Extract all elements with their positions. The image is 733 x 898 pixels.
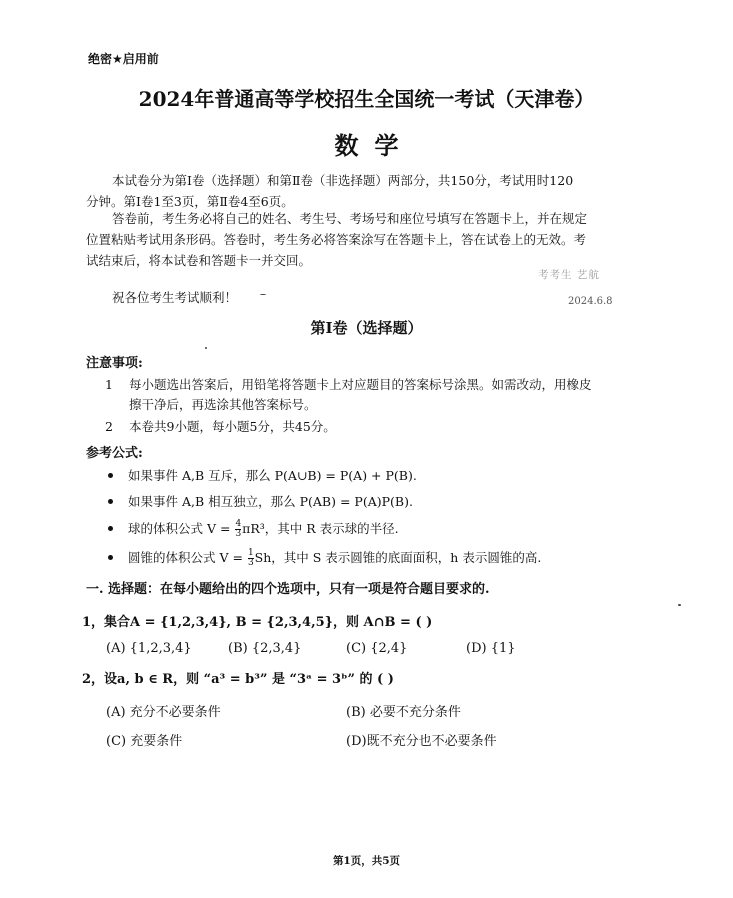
note-item-1-continued: 擦干净后，再选涂其他答案标号。 bbox=[129, 397, 317, 412]
formula-text: 如果事件 A,B 互斥，那么 P(A∪B) = P(A) + P(B). bbox=[128, 468, 417, 483]
page-footer: 第1页，共5页 bbox=[332, 855, 401, 867]
section-title: 第Ⅰ卷（选择题） bbox=[310, 319, 423, 337]
intro-p2-line-2: 位置粘贴考试用条形码。答卷时，考生务必将答案涂写在答题卡上，答在试卷上的无效。考 bbox=[86, 232, 587, 247]
note-number: 1 bbox=[105, 377, 113, 392]
formula-suffix: πR³，其中 R 表示球的半径. bbox=[242, 521, 399, 536]
scan-speck bbox=[678, 604, 681, 606]
scan-speck bbox=[260, 294, 266, 295]
intro-p1-line-1: 本试卷分为第Ⅰ卷（选择题）和第Ⅱ卷（非选择题）两部分，共150分，考试用时120 bbox=[112, 173, 574, 188]
fraction-numerator: 1 bbox=[247, 548, 254, 558]
good-luck-text: 祝各位考生考试顺利！ bbox=[112, 290, 238, 305]
note-text: 每小题选出答案后，用铅笔将答题卡上对应题目的答案标号涂黑。如需改动，用橡皮 bbox=[129, 377, 592, 392]
fraction-denominator: 3 bbox=[247, 558, 254, 568]
intro-p1-line-2: 分钟。第Ⅰ卷1至3页，第Ⅱ卷4至6页。 bbox=[86, 194, 294, 209]
formula-suffix: Sh，其中 S 表示圆锥的底面面积，h 表示圆锥的高. bbox=[254, 550, 542, 565]
question-1-option-b: (B) {2,3,4} bbox=[228, 641, 302, 656]
intro-p2-line-1: 答卷前，考生务必将自己的姓名、考生号、考场号和座位号填写在答题卡上，并在规定 bbox=[112, 211, 588, 226]
formulas-heading: 参考公式: bbox=[86, 446, 143, 461]
bullet-dot bbox=[108, 473, 113, 478]
question-1-option-d: (D) {1} bbox=[466, 641, 516, 656]
notes-heading: 注意事项: bbox=[86, 356, 143, 371]
fraction-denominator: 3 bbox=[235, 529, 242, 539]
formula-text bbox=[128, 519, 399, 539]
intro-paragraph-1 bbox=[86, 170, 646, 212]
question-1-stem: 1，集合A = {1,2,3,4}, B = {2,3,4,5}，则 A∩B = ( ) bbox=[82, 615, 433, 630]
note-number: 2 bbox=[105, 419, 113, 434]
bullet-dot bbox=[108, 499, 113, 504]
question-2-option-d: (D)既不充分也不必要条件 bbox=[346, 734, 497, 749]
subject-title: 数学 bbox=[334, 131, 415, 160]
formula-prefix: 球的体积公式 V = bbox=[128, 521, 231, 536]
fraction-numerator: 4 bbox=[235, 519, 242, 529]
question-2-option-c: (C) 充要条件 bbox=[106, 734, 183, 749]
fraction bbox=[235, 520, 241, 539]
exam-title: 2024年普通高等学校招生全国统一考试（天津卷） bbox=[138, 87, 595, 111]
intro-paragraph-2 bbox=[86, 208, 646, 271]
formula-text bbox=[128, 548, 541, 568]
question-1-option-a: (A) {1,2,3,4} bbox=[106, 641, 192, 656]
scan-speck bbox=[205, 347, 207, 349]
question-1-option-c: (C) {2,4} bbox=[346, 641, 408, 656]
secret-label: 绝密★启用前 bbox=[88, 52, 159, 66]
part-one-heading: 一. 选择题：在每小题给出的四个选项中，只有一项是符合题目要求的. bbox=[86, 582, 490, 597]
bullet-dot bbox=[108, 555, 113, 560]
question-2-option-a: (A) 充分不必要条件 bbox=[106, 705, 221, 720]
fraction bbox=[248, 549, 254, 568]
watermark-text: 考考生 艺航 bbox=[538, 269, 600, 281]
bullet-dot bbox=[108, 526, 113, 531]
question-2-stem: 2，设a, b ∈ R，则 “a³ = b³” 是 “3ᵃ = 3ᵇ” 的 ( ) bbox=[82, 672, 394, 687]
intro-p2-line-3: 试结束后，将本试卷和答题卡一并交回。 bbox=[86, 253, 312, 268]
question-2-option-b: (B) 必要不充分条件 bbox=[346, 705, 461, 720]
formula-text: 如果事件 A,B 相互独立，那么 P(AB) = P(A)P(B). bbox=[128, 494, 413, 509]
formula-prefix: 圆锥的体积公式 V = bbox=[128, 550, 243, 565]
exam-date: 2024.6.8 bbox=[568, 296, 613, 307]
note-text: 本卷共9小题，每小题5分，共45分。 bbox=[129, 419, 336, 434]
